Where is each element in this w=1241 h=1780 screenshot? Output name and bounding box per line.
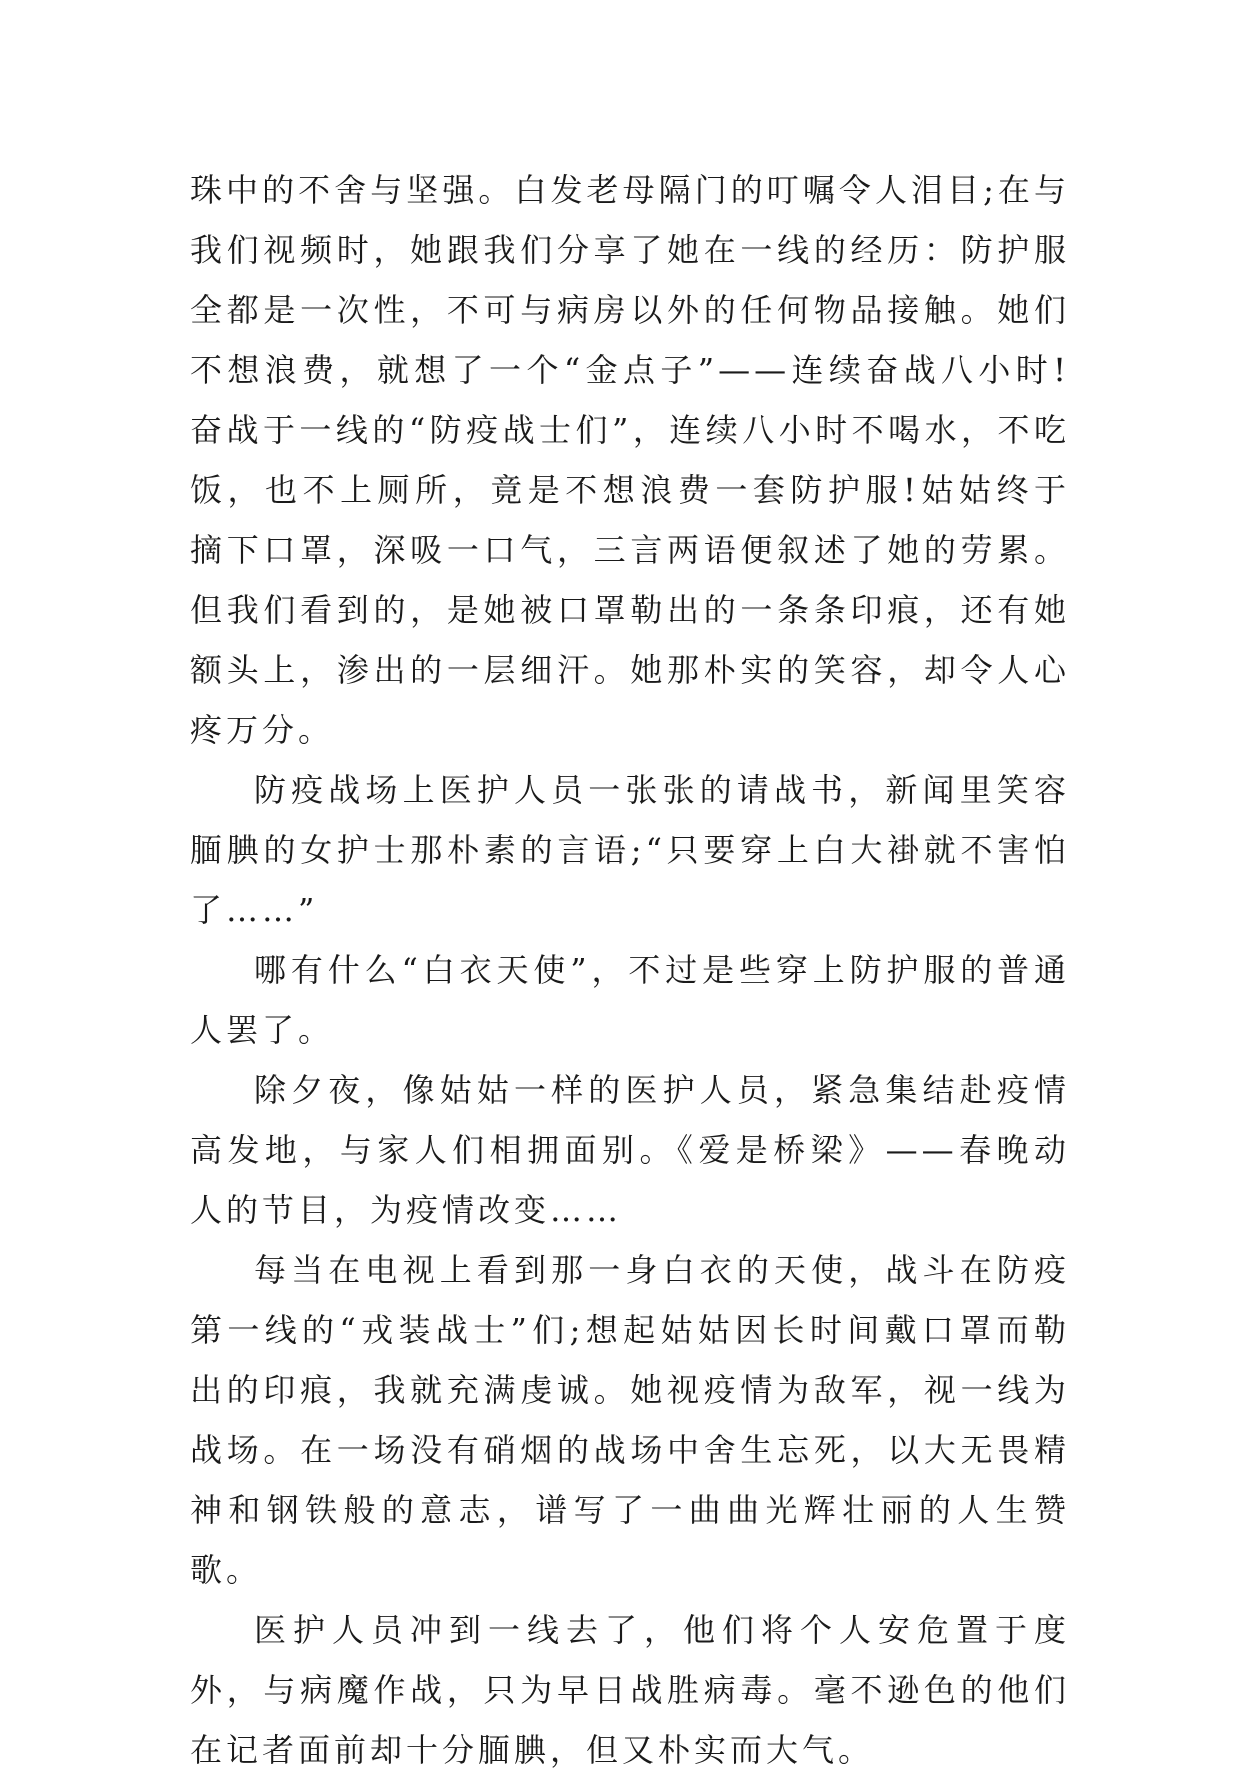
paragraph-4: 除夕夜，像姑姑一样的医护人员，紧急集结赴疫情高发地，与家人们相拥面别。《爱是桥梁》——春晚动人的节目，为疫情改变…… [190, 1071, 1070, 1229]
paragraph-5: 每当在电视上看到那一身白衣的天使，战斗在防疫第一线的“戎装战士”们;想起姑姑因长时间戴口罩而勒出的印痕，我就充满虔诚。她视疫情为敌军，视一线为战场。在一场没有硝烟的战场中舍生忘死，以大无畏精神和钢铁般的意志，谱写了一曲曲光辉壮丽的人生赞歌。 [190, 1251, 1070, 1589]
paragraph-6: 医护人员冲到一线去了，他们将个人安危置于度外，与病魔作战，只为早日战胜病毒。毫不逊色的他们在记者面前却十分腼腆，但又朴实而大气。 [190, 1611, 1070, 1769]
paragraph-3: 哪有什么“白衣天使”，不过是些穿上防护服的普通人罢了。 [190, 951, 1070, 1049]
paragraph-1: 珠中的不舍与坚强。白发老母隔门的叮嘱令人泪目;在与我们视频时，她跟我们分享了她在一线的经历：防护服全都是一次性，不可与病房以外的任何物品接触。她们不想浪费，就想了一个“金点子”——连续奋战八小时!奋战于一线的“防疫战士们”，连续八小时不喝水，不吃饭，也不上厕所，竟是不想浪费一套防护服!姑姑终于摘下口罩，深吸一口气，三言两语便叙述了她的劳累。但我们看到的，是她被口罩勒出的一条条印痕，还有她额头上，渗出的一层细汗。她那朴实的笑容，却令人心疼万分。 [190, 171, 1070, 749]
body-text [190, 160, 1070, 1780]
paragraph-2: 防疫战场上医护人员一张张的请战书，新闻里笑容腼腆的女护士那朴素的言语;“只要穿上白大褂就不害怕了……” [190, 771, 1070, 929]
